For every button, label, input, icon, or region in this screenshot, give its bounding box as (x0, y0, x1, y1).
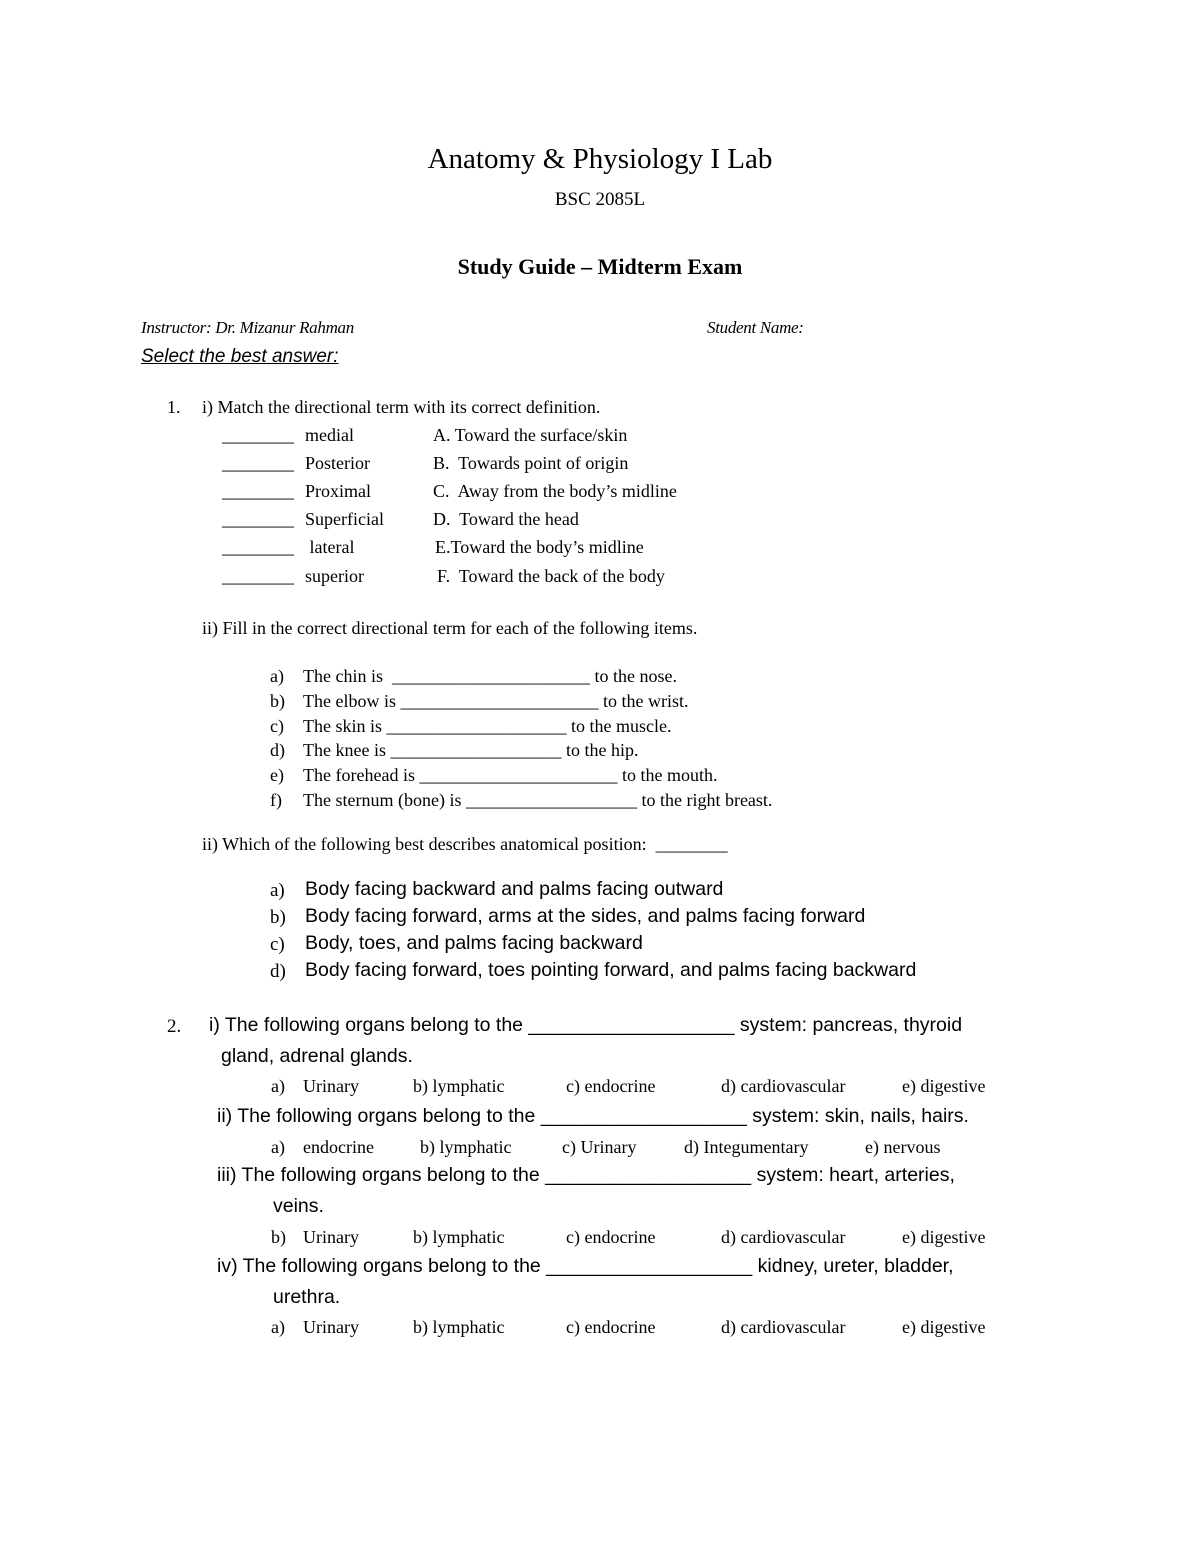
question-number: 2. (167, 1016, 182, 1037)
fill-in-item: The forehead is ______________________ to the mouth. (303, 765, 718, 785)
choice: e) digestive (902, 1076, 986, 1096)
question-prompt: i) The following organs belong to the ___________________ system: pancreas, thyroid (209, 1014, 963, 1036)
choice: d) Integumentary (684, 1137, 809, 1157)
choice: Urinary (303, 1317, 359, 1337)
option-text: Body facing forward, toes pointing forward, and palms facing backward (305, 959, 917, 981)
option-letter: a) (270, 880, 285, 901)
item-letter: a) (270, 666, 284, 686)
instructor-name: Instructor: Dr. Mizanur Rahman (141, 318, 354, 337)
matching-term: lateral (305, 537, 355, 557)
choice: c) endocrine (566, 1227, 656, 1247)
option-letter: b) (270, 907, 286, 928)
choice: a) (271, 1076, 285, 1096)
course-code: BSC 2085L (554, 189, 646, 210)
option-letter: d) (270, 961, 286, 982)
page-subtitle: Study Guide – Midterm Exam (457, 254, 743, 279)
choice: b) (271, 1227, 286, 1247)
answer-blank[interactable]: ________ (222, 509, 294, 529)
matching-term: superior (305, 566, 364, 586)
choice: c) endocrine (566, 1317, 656, 1337)
option-text: Body, toes, and palms facing backward (305, 932, 643, 954)
choice: d) cardiovascular (721, 1076, 846, 1096)
item-letter: e) (270, 765, 284, 785)
matching-term: medial (305, 425, 354, 445)
question-prompt-cont: gland, adrenal glands. (221, 1045, 413, 1067)
question-prompt-cont: urethra. (273, 1286, 341, 1308)
choice: e) digestive (902, 1227, 986, 1247)
matching-term: Posterior (305, 453, 370, 473)
choice: b) lymphatic (413, 1227, 505, 1247)
choice: e) digestive (902, 1317, 986, 1337)
choice: endocrine (303, 1137, 374, 1157)
student-name-label: Student Name: (707, 318, 804, 337)
option-letter: c) (270, 934, 285, 955)
choice: b) lymphatic (420, 1137, 512, 1157)
choice: b) lymphatic (413, 1317, 505, 1337)
answer-blank[interactable]: ________ (222, 566, 294, 586)
choice: Urinary (303, 1227, 359, 1247)
fill-in-item: The elbow is ______________________ to the wrist. (303, 691, 689, 711)
matching-definition: E.Toward the body’s midline (435, 537, 644, 557)
answer-blank[interactable]: ________ (222, 481, 294, 501)
item-letter: c) (270, 716, 284, 736)
question-prompt-cont: veins. (273, 1195, 324, 1217)
choice: e) nervous (865, 1137, 941, 1157)
choice: a) (271, 1317, 285, 1337)
fill-in-item: The knee is ___________________ to the hip. (303, 740, 639, 760)
answer-blank[interactable]: ________ (222, 537, 294, 557)
matching-definition: D. Toward the head (433, 509, 579, 529)
option-text: Body facing backward and palms facing outward (305, 878, 724, 900)
item-letter: f) (270, 790, 282, 810)
question-prompt: ii) The following organs belong to the ___________________ system: skin, nails, hairs. (217, 1105, 969, 1127)
choice: b) lymphatic (413, 1076, 505, 1096)
matching-definition: F. Toward the back of the body (437, 566, 665, 586)
question-prompt: iii) The following organs belong to the ___________________ system: heart, arteries, (217, 1164, 955, 1186)
matching-definition: B. Towards point of origin (433, 453, 629, 473)
fill-in-item: The chin is ______________________ to the nose. (303, 666, 677, 686)
question-prompt: iv) The following organs belong to the ___________________ kidney, ureter, bladder, (217, 1255, 954, 1277)
question-number: 1. (167, 397, 181, 417)
matching-definition: C. Away from the body’s midline (433, 481, 677, 501)
choice: Urinary (303, 1076, 359, 1096)
option-text: Body facing forward, arms at the sides, and palms facing forward (305, 905, 866, 927)
matching-term: Superficial (305, 509, 384, 529)
choice: d) cardiovascular (721, 1317, 846, 1337)
fill-in-item: The sternum (bone) is ___________________ to the right breast. (303, 790, 773, 810)
instructions: Select the best answer: (141, 346, 339, 367)
page-title: Anatomy & Physiology I Lab (427, 143, 773, 175)
item-letter: b) (270, 691, 285, 711)
question-prompt: i) Match the directional term with its correct definition. (202, 397, 601, 417)
answer-blank[interactable]: ________ (222, 453, 294, 473)
item-letter: d) (270, 740, 285, 760)
choice: d) cardiovascular (721, 1227, 846, 1247)
matching-definition: A. Toward the surface/skin (433, 425, 628, 445)
choice: c) Urinary (562, 1137, 637, 1157)
question-prompt: ii) Fill in the correct directional term for each of the following items. (202, 618, 698, 638)
choice: a) (271, 1137, 285, 1157)
answer-blank[interactable]: ________ (222, 425, 294, 445)
matching-term: Proximal (305, 481, 371, 501)
question-prompt: ii) Which of the following best describes anatomical position: ________ (202, 834, 728, 854)
fill-in-item: The skin is ____________________ to the muscle. (303, 716, 672, 736)
choice: c) endocrine (566, 1076, 656, 1096)
